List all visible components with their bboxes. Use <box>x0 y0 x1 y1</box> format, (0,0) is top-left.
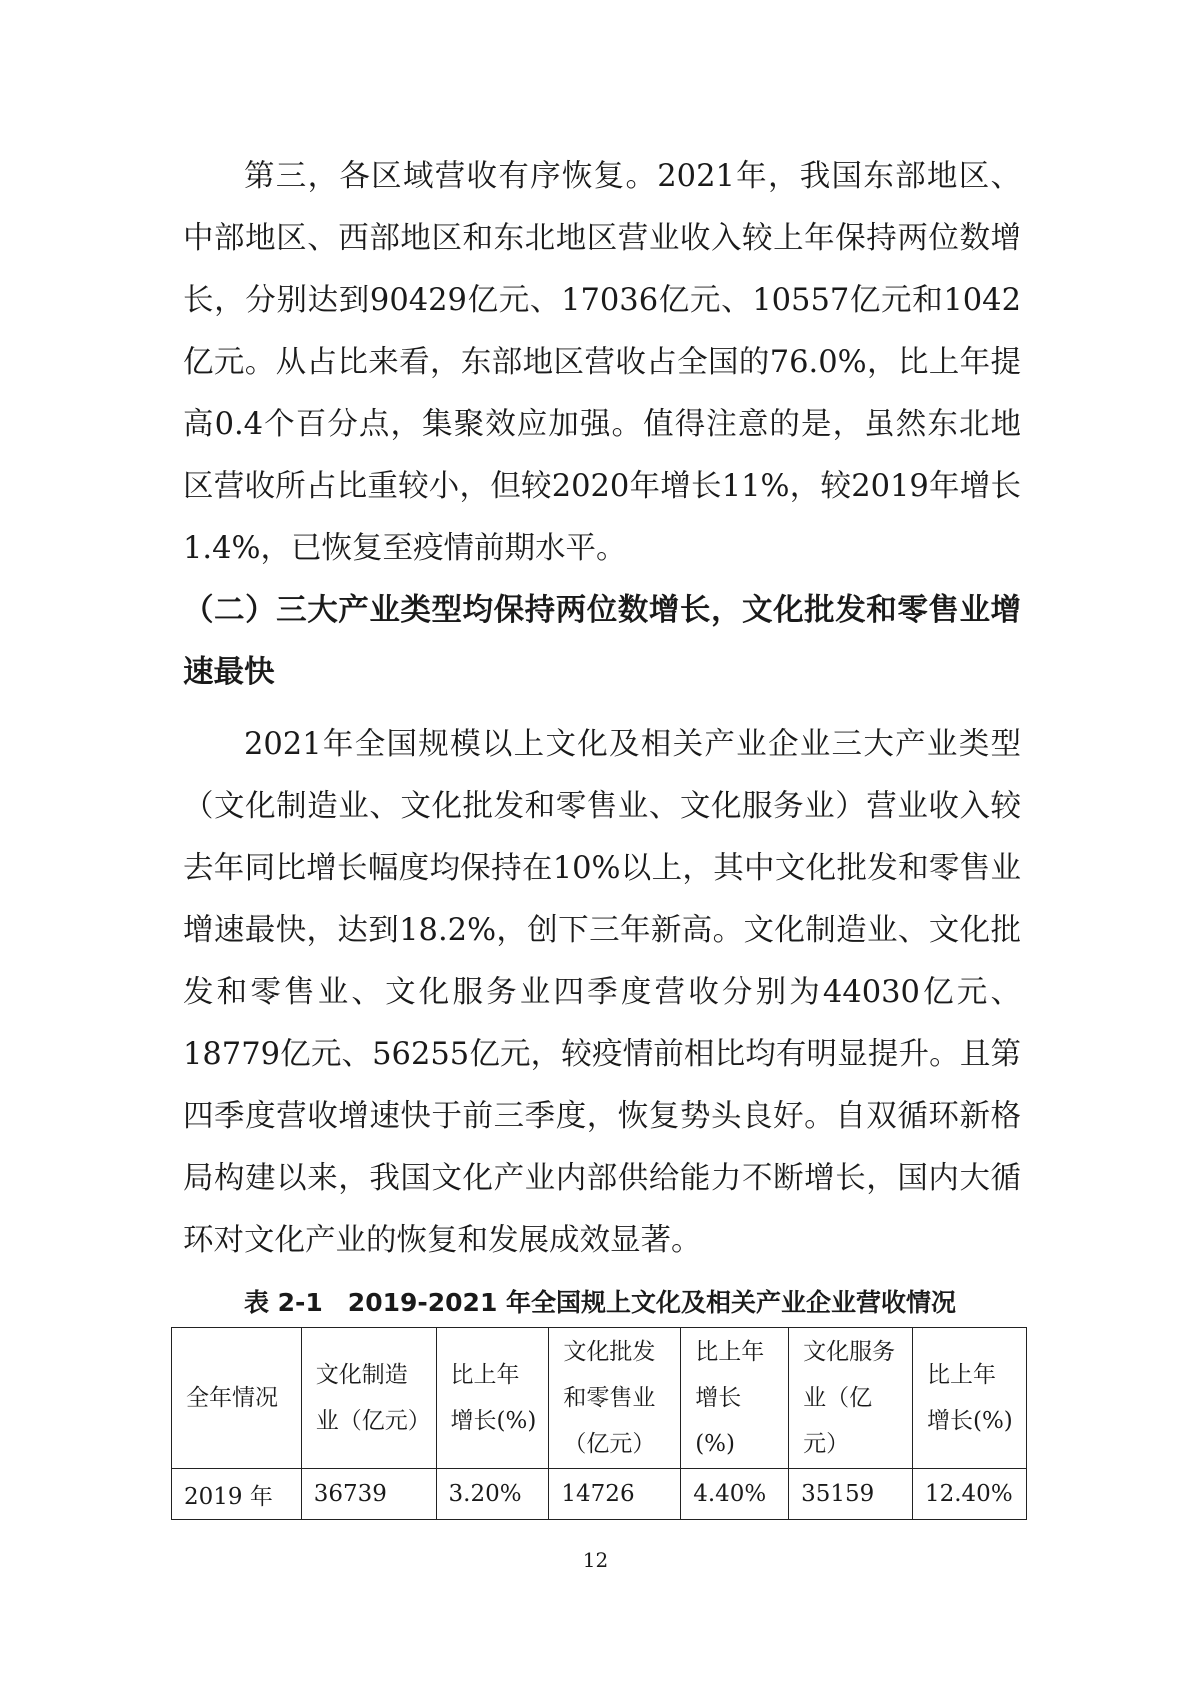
table-cell: 14726 <box>549 1469 681 1520</box>
column-header: 比上年增长(%) <box>681 1328 789 1469</box>
column-header: 全年情况 <box>172 1328 302 1469</box>
column-header: 文化制造业（亿元） <box>301 1328 436 1469</box>
table-cell: 12.40% <box>912 1469 1026 1520</box>
column-header: 文化批发和零售业（亿元） <box>549 1328 681 1469</box>
column-header: 比上年增长(%) <box>912 1328 1026 1469</box>
table-cell: 35159 <box>789 1469 913 1520</box>
page-number: 12 <box>582 1548 609 1572</box>
paragraph-industry-types <box>183 714 1021 1272</box>
table-cell: 3.20% <box>436 1469 549 1520</box>
column-header: 比上年增长(%) <box>436 1328 549 1469</box>
table-cell: 4.40% <box>681 1469 789 1520</box>
table-header-row <box>172 1328 1027 1469</box>
table-cell: 2019 年 <box>172 1469 302 1520</box>
paragraph-text: 第三，各区域营收有序恢复。2021年，我国东部地区、中部地区、西部地区和东北地区营业收入较上年保持两位数增长，分别达到90429亿元、17036亿元、10557亿元和1042亿元。从占比来看，东部地区营收占全国的76.0%，比上年提高0.4个百分点，集聚效应加强。值得注意的是，虽然东北地区营收所占比重较小，但较2020年增长11%，较2019年增长1.4%，已恢复至疫情前期水平。 <box>183 159 1021 566</box>
table-row <box>172 1469 1027 1520</box>
column-header: 文化服务业（亿元） <box>789 1328 913 1469</box>
table-cell: 36739 <box>301 1469 436 1520</box>
revenue-table <box>171 1327 1027 1520</box>
paragraph-text: 2021年全国规模以上文化及相关产业企业三大产业类型（文化制造业、文化批发和零售业、文化服务业）营业收入较去年同比增长幅度均保持在10%以上，其中文化批发和零售业增速最快，达到18.2%，创下三年新高。文化制造业、文化批发和零售业、文化服务业四季度营收分别为44030亿元、18779亿元、56255亿元，较疫情前相比均有明显提升。且第四季度营收增速快于前三季度，恢复势头良好。自双循环新格局构建以来，我国文化产业内部供给能力不断增长，国内大循环对文化产业的恢复和发展成效显著。 <box>183 727 1021 1258</box>
paragraph-regional-revenue <box>183 146 1021 580</box>
section-heading: （二）三大产业类型均保持两位数增长，文化批发和零售业增速最快 <box>183 593 1021 690</box>
table-caption: 表 2-1 2019-2021 年全国规上文化及相关产业企业营收情况 <box>243 1288 957 1317</box>
